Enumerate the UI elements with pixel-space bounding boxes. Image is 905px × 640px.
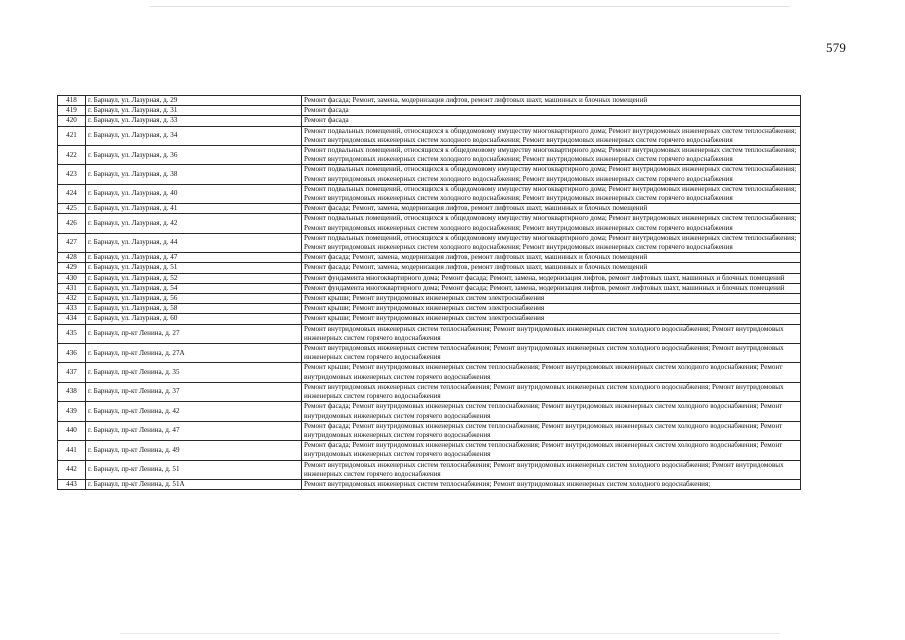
row-number-cell: 437 (58, 363, 86, 382)
address-cell: г. Барнаул, ул. Лазурная, д. 56 (86, 294, 302, 304)
table-row (58, 441, 801, 460)
row-number-cell: 443 (58, 479, 86, 489)
table-row (58, 421, 801, 440)
repair-works-cell: Ремонт фундамента многоквартирного дома; Ремонт фасада; Ремонт, замена, модернизация лифтов, ремонт лифтовых шахт, машинных и блочных помещений (302, 283, 801, 293)
repair-works-cell: Ремонт подвальных помещений, относящихся к общедомовому имуществу многоквартирного дома; Ремонт внутридомовых инженерных систем теплоснабжения; Ремонт внутридомовых инженерных систем холодного водоснабжения; Ремонт внутридомовых инженерных систем горячего водоснабжения (302, 165, 801, 184)
table-row (58, 253, 801, 263)
table-row (58, 126, 801, 145)
address-cell: г. Барнаул, ул. Лазурная, д. 44 (86, 233, 302, 252)
table-row (58, 344, 801, 363)
row-number-cell: 420 (58, 116, 86, 126)
table-row (58, 204, 801, 214)
table-row (58, 263, 801, 273)
row-number-cell: 426 (58, 214, 86, 233)
address-cell: г. Барнаул, пр-кт Ленина, д. 37 (86, 382, 302, 401)
repair-works-cell: Ремонт фасада; Ремонт внутридомовых инженерных систем теплоснабжения; Ремонт внутридомовых инженерных систем холодного водоснабжения; Ремонт внутридомовых инженерных систем горячего водоснабжения (302, 402, 801, 421)
repair-works-cell: Ремонт внутридомовых инженерных систем теплоснабжения; Ремонт внутридомовых инженерных систем холодного водоснабжения; Ремонт внутридомовых инженерных систем горячего водоснабжения (302, 324, 801, 343)
address-cell: г. Барнаул, ул. Лазурная, д. 60 (86, 314, 302, 324)
row-number-cell: 431 (58, 283, 86, 293)
repair-works-cell: Ремонт фасада; Ремонт, замена, модернизация лифтов, ремонт лифтовых шахт, машинных и блочных помещений (302, 96, 801, 106)
repair-works-cell: Ремонт фасада; Ремонт внутридомовых инженерных систем теплоснабжения; Ремонт внутридомовых инженерных систем холодного водоснабжения; Ремонт внутридомовых инженерных систем горячего водоснабжения (302, 441, 801, 460)
table-row (58, 324, 801, 343)
scan-artifact-line (120, 633, 780, 634)
table-row (58, 106, 801, 116)
repair-works-cell: Ремонт крыши; Ремонт внутридомовых инженерных систем электроснабжения (302, 294, 801, 304)
table-row (58, 233, 801, 252)
row-number-cell: 441 (58, 441, 86, 460)
repair-works-cell: Ремонт фасада (302, 116, 801, 126)
row-number-cell: 418 (58, 96, 86, 106)
table-row (58, 382, 801, 401)
address-cell: г. Барнаул, ул. Лазурная, д. 42 (86, 214, 302, 233)
table-row (58, 304, 801, 314)
row-number-cell: 438 (58, 382, 86, 401)
repair-works-cell: Ремонт внутридомовых инженерных систем теплоснабжения; Ремонт внутридомовых инженерных систем холодного водоснабжения; (302, 479, 801, 489)
table-row (58, 165, 801, 184)
address-cell: г. Барнаул, пр-кт Ленина, д. 51А (86, 479, 302, 489)
address-cell: г. Барнаул, ул. Лазурная, д. 29 (86, 96, 302, 106)
page-number: 579 (826, 40, 847, 55)
row-number-cell: 424 (58, 184, 86, 203)
table-row (58, 116, 801, 126)
address-cell: г. Барнаул, ул. Лазурная, д. 33 (86, 116, 302, 126)
row-number-cell: 439 (58, 402, 86, 421)
table-row (58, 479, 801, 489)
address-cell: г. Барнаул, ул. Лазурная, д. 38 (86, 165, 302, 184)
repair-works-cell: Ремонт фасада; Ремонт внутридомовых инженерных систем теплоснабжения; Ремонт внутридомовых инженерных систем холодного водоснабжения; Ремонт внутридомовых инженерных систем горячего водоснабжения (302, 421, 801, 440)
table-row (58, 363, 801, 382)
table-row (58, 314, 801, 324)
row-number-cell: 427 (58, 233, 86, 252)
repair-works-cell: Ремонт крыши; Ремонт внутридомовых инженерных систем электроснабжения (302, 314, 801, 324)
repair-works-cell: Ремонт внутридомовых инженерных систем теплоснабжения; Ремонт внутридомовых инженерных систем холодного водоснабжения; Ремонт внутридомовых инженерных систем горячего водоснабжения (302, 344, 801, 363)
repair-works-cell: Ремонт внутридомовых инженерных систем теплоснабжения; Ремонт внутридомовых инженерных систем холодного водоснабжения; Ремонт внутридомовых инженерных систем горячего водоснабжения (302, 460, 801, 479)
repair-works-cell: Ремонт крыши; Ремонт внутридомовых инженерных систем теплоснабжения; Ремонт внутридомовых инженерных систем холодного водоснабжения; Ремонт внутридомовых инженерных систем горячего водоснабжения (302, 363, 801, 382)
row-number-cell: 442 (58, 460, 86, 479)
row-number-cell: 434 (58, 314, 86, 324)
repair-works-cell: Ремонт фасада; Ремонт, замена, модернизация лифтов, ремонт лифтовых шахт, машинных и блочных помещений (302, 253, 801, 263)
row-number-cell: 433 (58, 304, 86, 314)
row-number-cell: 422 (58, 146, 86, 165)
row-number-cell: 423 (58, 165, 86, 184)
table-row (58, 96, 801, 106)
repair-works-cell: Ремонт фундамента многоквартирного дома; Ремонт фасада; Ремонт, замена, модернизация лифтов, ремонт лифтовых шахт, машинных и блочных помещений (302, 273, 801, 283)
address-cell: г. Барнаул, ул. Лазурная, д. 36 (86, 146, 302, 165)
row-number-cell: 432 (58, 294, 86, 304)
address-cell: г. Барнаул, пр-кт Ленина, д. 49 (86, 441, 302, 460)
repair-works-cell: Ремонт внутридомовых инженерных систем теплоснабжения; Ремонт внутридомовых инженерных систем холодного водоснабжения; Ремонт внутридомовых инженерных систем горячего водоснабжения (302, 382, 801, 401)
repair-works-cell: Ремонт подвальных помещений, относящихся к общедомовому имуществу многоквартирного дома; Ремонт внутридомовых инженерных систем теплоснабжения; Ремонт внутридомовых инженерных систем холодного водоснабжения; Ремонт внутридомовых инженерных систем горячего водоснабжения (302, 214, 801, 233)
address-cell: г. Барнаул, ул. Лазурная, д. 31 (86, 106, 302, 116)
repair-works-cell: Ремонт фасада; Ремонт, замена, модернизация лифтов, ремонт лифтовых шахт, машинных и блочных помещений (302, 204, 801, 214)
row-number-cell: 440 (58, 421, 86, 440)
table-row (58, 214, 801, 233)
address-cell: г. Барнаул, пр-кт Ленина, д. 51 (86, 460, 302, 479)
row-number-cell: 428 (58, 253, 86, 263)
address-cell: г. Барнаул, пр-кт Ленина, д. 27А (86, 344, 302, 363)
row-number-cell: 425 (58, 204, 86, 214)
address-cell: г. Барнаул, пр-кт Ленина, д. 35 (86, 363, 302, 382)
row-number-cell: 430 (58, 273, 86, 283)
address-cell: г. Барнаул, ул. Лазурная, д. 47 (86, 253, 302, 263)
repair-works-cell: Ремонт подвальных помещений, относящихся к общедомовому имуществу многоквартирного дома; Ремонт внутридомовых инженерных систем теплоснабжения; Ремонт внутридомовых инженерных систем холодного водоснабжения; Ремонт внутридомовых инженерных систем горячего водоснабжения (302, 146, 801, 165)
address-cell: г. Барнаул, пр-кт Ленина, д. 47 (86, 421, 302, 440)
table-row (58, 294, 801, 304)
address-cell: г. Барнаул, пр-кт Ленина, д. 27 (86, 324, 302, 343)
table-row (58, 146, 801, 165)
repair-works-cell: Ремонт подвальных помещений, относящихся к общедомовому имуществу многоквартирного дома; Ремонт внутридомовых инженерных систем теплоснабжения; Ремонт внутридомовых инженерных систем холодного водоснабжения; Ремонт внутридомовых инженерных систем горячего водоснабжения (302, 184, 801, 203)
registry-table-body (58, 96, 801, 490)
address-cell: г. Барнаул, ул. Лазурная, д. 41 (86, 204, 302, 214)
address-cell: г. Барнаул, ул. Лазурная, д. 58 (86, 304, 302, 314)
row-number-cell: 435 (58, 324, 86, 343)
repair-works-cell: Ремонт подвальных помещений, относящихся к общедомовому имуществу многоквартирного дома; Ремонт внутридомовых инженерных систем теплоснабжения; Ремонт внутридомовых инженерных систем холодного водоснабжения; Ремонт внутридомовых инженерных систем горячего водоснабжения (302, 233, 801, 252)
repair-works-cell: Ремонт крыши; Ремонт внутридомовых инженерных систем электроснабжения (302, 304, 801, 314)
address-cell: г. Барнаул, ул. Лазурная, д. 54 (86, 283, 302, 293)
table-row (58, 273, 801, 283)
repair-works-cell: Ремонт фасада (302, 106, 801, 116)
table-row (58, 283, 801, 293)
table-row (58, 402, 801, 421)
row-number-cell: 421 (58, 126, 86, 145)
repair-works-cell: Ремонт фасада; Ремонт, замена, модернизация лифтов, ремонт лифтовых шахт, машинных и блочных помещений (302, 263, 801, 273)
row-number-cell: 436 (58, 344, 86, 363)
row-number-cell: 429 (58, 263, 86, 273)
address-cell: г. Барнаул, ул. Лазурная, д. 40 (86, 184, 302, 203)
address-cell: г. Барнаул, ул. Лазурная, д. 34 (86, 126, 302, 145)
row-number-cell: 419 (58, 106, 86, 116)
address-cell: г. Барнаул, ул. Лазурная, д. 51 (86, 263, 302, 273)
address-cell: г. Барнаул, ул. Лазурная, д. 52 (86, 273, 302, 283)
scan-artifact-line (150, 6, 790, 7)
table-row (58, 184, 801, 203)
repair-works-cell: Ремонт подвальных помещений, относящихся к общедомовому имуществу многоквартирного дома; Ремонт внутридомовых инженерных систем теплоснабжения; Ремонт внутридомовых инженерных систем холодного водоснабжения; Ремонт внутридомовых инженерных систем горячего водоснабжения (302, 126, 801, 145)
repair-registry-table (57, 95, 801, 490)
table-row (58, 460, 801, 479)
address-cell: г. Барнаул, пр-кт Ленина, д. 42 (86, 402, 302, 421)
